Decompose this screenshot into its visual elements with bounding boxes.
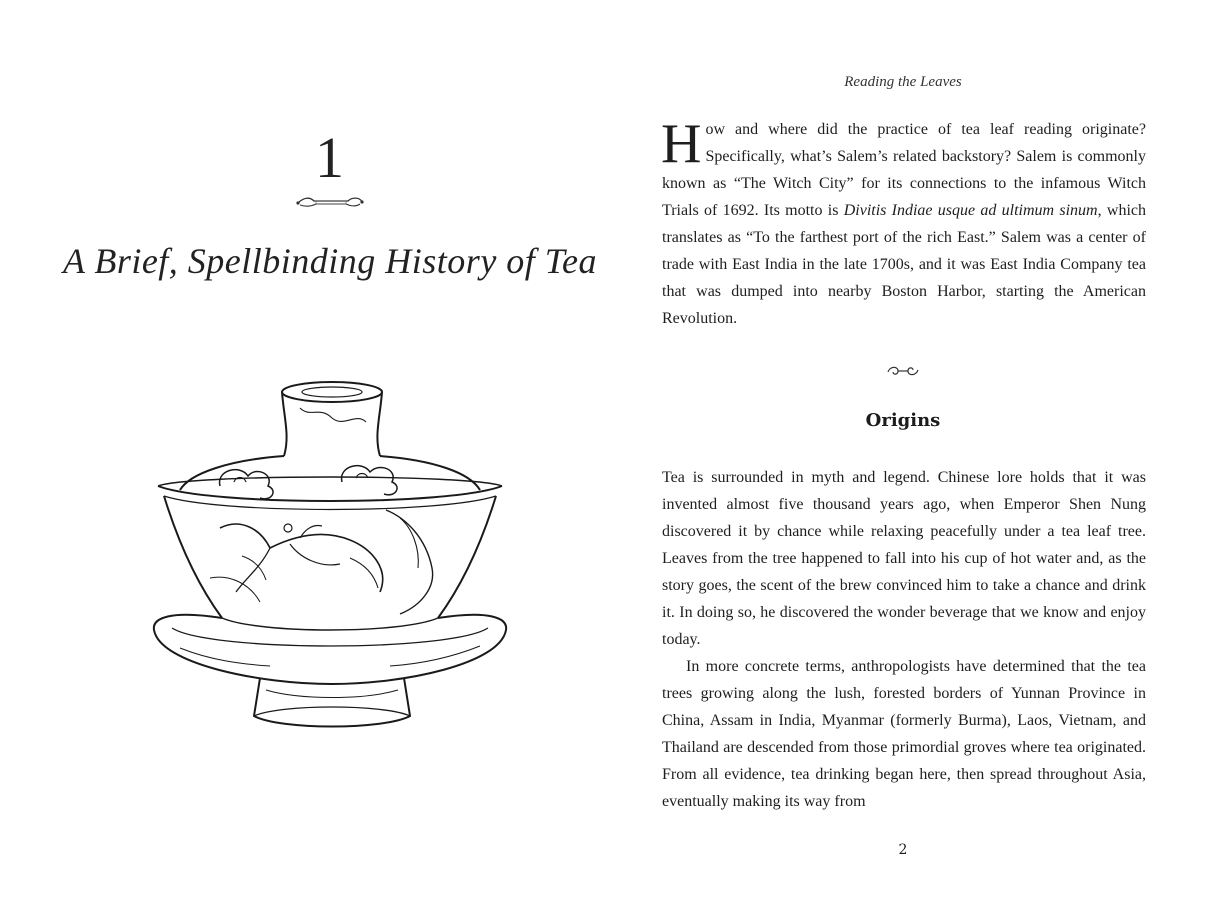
page-number: 2: [898, 842, 908, 858]
running-head: Reading the Leaves: [844, 74, 962, 90]
drop-cap: H: [661, 113, 702, 175]
right-page: [660, 0, 1220, 904]
intro-paragraph: [661, 113, 1146, 332]
chapter-number: 1: [315, 125, 345, 190]
scroll-flourish-icon: [294, 193, 366, 211]
origins-paragraph-1: Tea is surrounded in myth and legend. Chinese lore holds that it was invented almost five thousand years ago, when Emperor Shen Nung discovered it by chance while relaxing peacefully under a tea leaf tree. Leaves from the tree happened to fall into his cup of hot water and, as the story goes, the scent of the brew convinced him to take a chance and drink it. In doing so, he discovered the wonder beverage that we know and enjoy today.: [662, 469, 1146, 648]
gaiwan-teacup-illustration: [150, 378, 510, 738]
salem-motto: Divitis Indiae usque ad ultimum sinum: [843, 202, 1098, 219]
chapter-title: A Brief, Spellbinding History of Tea: [62, 241, 597, 281]
intro-text-part-1: ow and where did the practice of tea leaf reading originate? Specifically, what’s Salem’s related backstory? Salem is commonly known as “The Witch City” for its connections to the infamous Witch Trials of 1692. Its motto is: [662, 121, 1146, 219]
section-heading: Origins: [865, 410, 941, 431]
intro-text-part-2: , which translates as “To the farthest port of the rich East.” Salem was a center of trade with East India in the late 1700s, and it was East India Company tea that was dumped into nearby Boston Harbor, starting the American Revolution.: [662, 202, 1146, 327]
swirl-ornament-icon: [886, 364, 920, 378]
origins-paragraph-2: In more concrete terms, anthropologists have determined that the tea trees growing along the lush, forested borders of Yunnan Province in China, Assam in India, Myanmar (formerly Burma), Laos, Vietnam, and Thailand are descended from those primordial groves where tea originated. From all evidence, tea drinking began here, then spread throughout Asia, eventually making its way from: [662, 658, 1146, 810]
origins-body: [662, 464, 1146, 815]
